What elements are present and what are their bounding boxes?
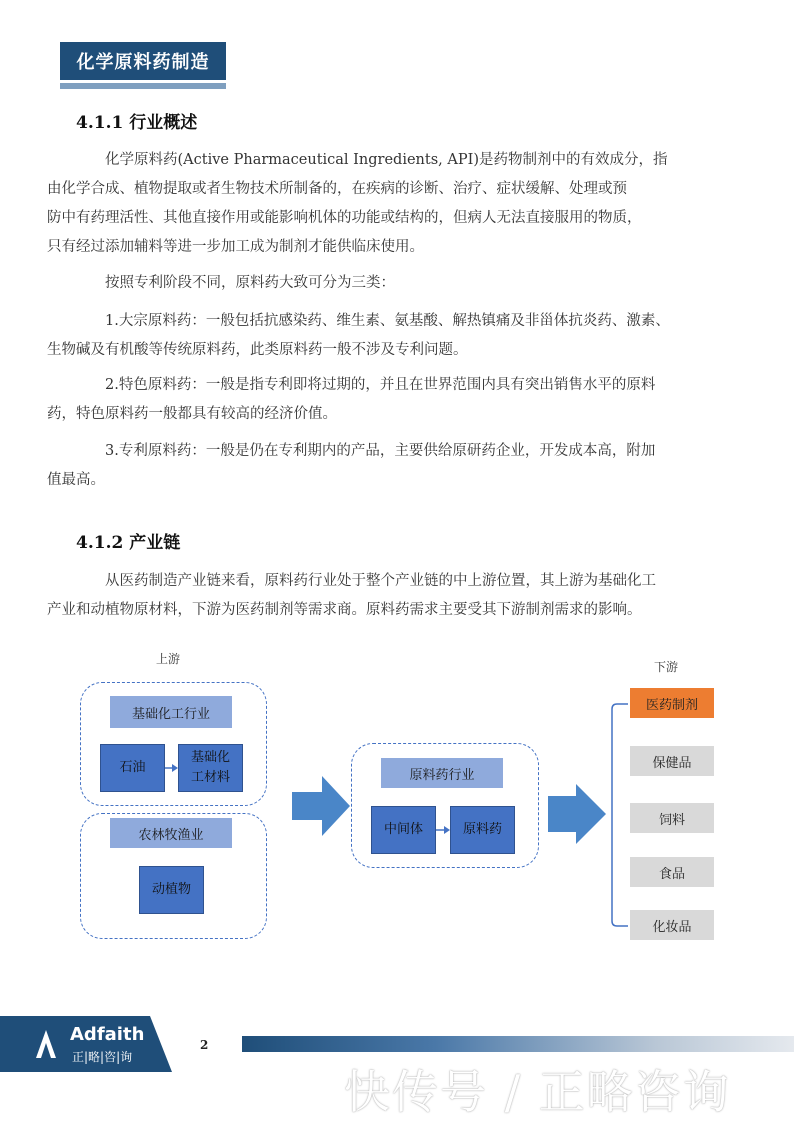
oil-box: 石油 xyxy=(100,744,165,792)
intermediate-box: 中间体 xyxy=(371,806,436,854)
category-line: 药，特色原料药一般都具有较高的经济价值。 xyxy=(47,406,337,422)
document-title: 化学原料药制造 xyxy=(76,52,210,73)
downstream-pharma-preparations: 医药制剂 xyxy=(630,688,714,718)
chain-line: 产业和动植物原材料，下游为医药制剂等需求商。原料药需求主要受其下游制剂需求的影响。 xyxy=(47,602,642,618)
chem-industry-box: 基础化工行业 xyxy=(110,696,232,728)
chem-material-label: 基础化 工材料 xyxy=(190,750,230,785)
section-heading-overview: 4.1.1 行业概述 xyxy=(76,113,198,133)
section-heading-industry-chain: 4.1.2 产业链 xyxy=(76,533,181,553)
downstream-food: 食品 xyxy=(630,857,714,887)
overview-line: 防中有药理活性、其他直接作用或能影响机体的功能或结构的，但病人无法直接服用的物质， xyxy=(47,210,642,226)
watermark-text: 快传号 / 正略咨询 xyxy=(344,1065,731,1119)
downstream-cosmetics: 化妆品 xyxy=(630,910,714,940)
downstream-bracket xyxy=(612,704,628,926)
plants-animals-box: 动植物 xyxy=(139,866,204,914)
downstream-health-products: 保健品 xyxy=(630,746,714,776)
upstream-label: 上游 xyxy=(156,652,181,666)
category-line: 1.大宗原料药：一般包括抗感染药、维生素、氨基酸、解热镇痛及非甾体抗炎药、激素、 xyxy=(105,313,670,329)
classification-intro: 按照专利阶段不同，原料药大致可分为三类： xyxy=(105,275,395,291)
oil-to-material-arrowhead xyxy=(172,764,178,772)
footer-logo xyxy=(0,1016,175,1072)
category-line: 3.专利原料药：一般是仍在专利期内的产品，主要供给原研药企业，开发成本高，附加 xyxy=(105,443,656,459)
api-box: 原料药 xyxy=(450,806,515,854)
intermediate-to-api-arrowhead xyxy=(444,826,450,834)
brand-name: Adfaith xyxy=(70,1024,145,1045)
category-line: 2.特色原料药：一般是指专利即将过期的，并且在世界范围内具有突出销售水平的原料 xyxy=(105,377,656,393)
api-industry-box: 原料药行业 xyxy=(381,758,503,788)
overview-line: 化学原料药(Active Pharmaceutical Ingredients, API)是药物制剂中的有效成分，指 xyxy=(105,152,668,168)
upstream-to-api-block-arrow xyxy=(292,776,350,836)
brand-name-cn: 正|略|咨|询 xyxy=(72,1050,133,1064)
chain-line: 从医药制造产业链来看，原料药行业处于整个产业链的中上游位置，其上游为基础化工 xyxy=(105,573,656,589)
agri-industry-box: 农林牧渔业 xyxy=(110,818,232,848)
downstream-label: 下游 xyxy=(654,660,679,674)
page-number: 2 xyxy=(200,1038,209,1052)
downstream-feed: 饲料 xyxy=(630,803,714,833)
category-line: 值最高。 xyxy=(47,472,105,488)
category-line: 生物碱及有机酸等传统原料药，此类原料药一般不涉及专利问题。 xyxy=(47,342,468,358)
overview-line: 只有经过添加辅料等进一步加工成为制剂才能供临床使用。 xyxy=(47,239,424,255)
api-to-downstream-block-arrow xyxy=(548,784,606,844)
overview-line: 由化学合成、植物提取或者生物技术所制备的，在疾病的诊断、治疗、症状缓解、处理或预 xyxy=(47,181,627,197)
footer-gradient-bar xyxy=(242,1036,794,1052)
